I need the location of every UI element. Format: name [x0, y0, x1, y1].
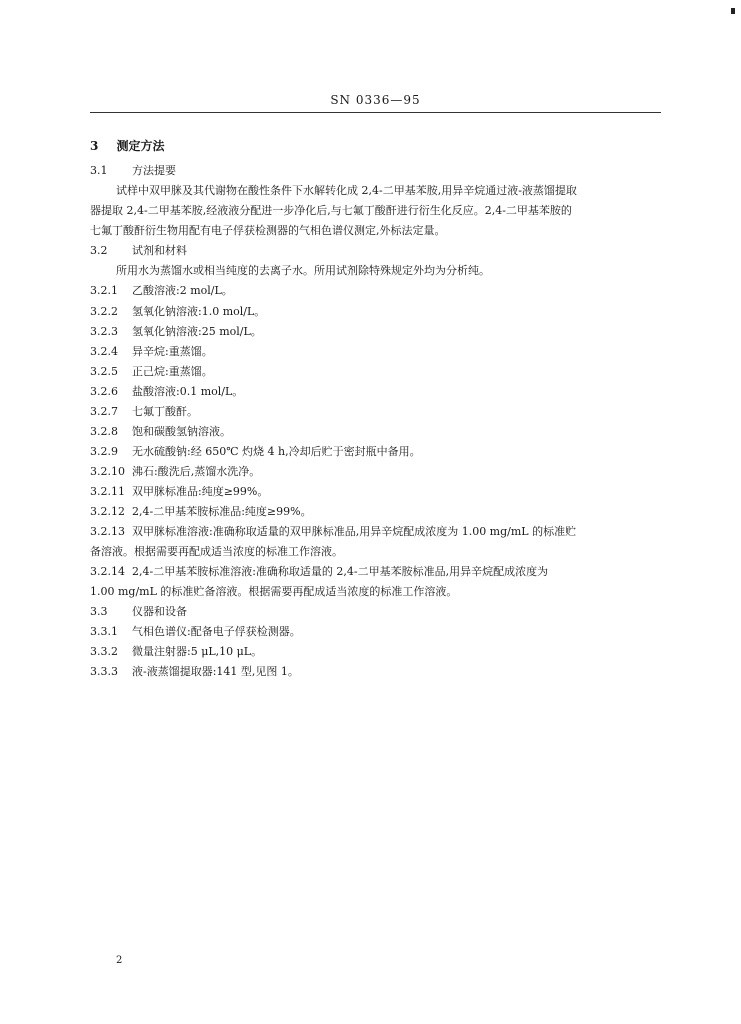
text-line	[90, 484, 268, 500]
text-line	[116, 183, 577, 199]
text-line	[90, 223, 446, 239]
clause-text: 试剂和材料	[132, 244, 187, 257]
clause-text: 双甲脒标准溶液:准确称取适量的双甲脒标准品,用异辛烷配成浓度为 1.00 mg/mL 的标准贮	[132, 525, 577, 538]
clause-text: 器提取 2,4-二甲基苯胺,经液液分配进一步净化后,与七氟丁酸酐进行衍生化反应。2,4-二甲基苯胺的	[90, 204, 572, 217]
clause-number: 3.2.2	[90, 305, 118, 318]
text-line	[90, 243, 187, 259]
section-heading	[90, 137, 165, 154]
clause-text: 备溶液。根据需要再配成适当浓度的标准工作溶液。	[90, 545, 343, 558]
clause-text: 正己烷:重蒸馏。	[132, 365, 213, 378]
clause-number: 3.2.4	[90, 345, 118, 358]
text-line	[90, 544, 343, 560]
clause-number: 3.2.9	[90, 445, 118, 458]
text-line	[90, 524, 576, 540]
clause-text: 七氟丁酸酐衍生物用配有电子俘获检测器的气相色谱仪测定,外标法定量。	[90, 224, 446, 237]
clause-text: 液-液蒸馏提取器:141 型,见图 1。	[132, 665, 299, 678]
text-line	[116, 263, 490, 279]
text-line	[90, 344, 213, 360]
clause-number: 3.2.10	[90, 465, 125, 478]
clause-text: 沸石:酸洗后,蒸馏水洗净。	[132, 465, 261, 478]
clause-text: 无水硫酸钠:经 650℃ 灼烧 4 h,冷却后贮于密封瓶中备用。	[132, 445, 421, 458]
clause-text: 氢氧化钠溶液:1.0 mol/L。	[132, 305, 266, 318]
text-line	[90, 664, 299, 680]
text-line	[90, 283, 233, 299]
header-rule	[90, 112, 661, 113]
clause-number: 3.3.3	[90, 665, 118, 678]
clause-text: 试样中双甲脒及其代谢物在酸性条件下水解转化成 2,4-二甲基苯胺,用异辛烷通过液-液蒸馏提取	[116, 184, 577, 197]
text-line	[90, 203, 572, 219]
clause-text: 微量注射器:5 μL,10 μL。	[132, 645, 263, 658]
text-line	[90, 324, 262, 340]
clause-number: 3.2.14	[90, 565, 125, 578]
clause-number: 3.2.3	[90, 325, 118, 338]
clause-number: 3.2.8	[90, 425, 118, 438]
clause-number: 3.3.2	[90, 645, 118, 658]
clause-number: 3.2.12	[90, 505, 125, 518]
clause-number: 3.2.6	[90, 385, 118, 398]
text-line	[90, 444, 421, 460]
section-title: 测定方法	[116, 139, 165, 153]
text-line	[90, 163, 176, 179]
clause-text: 气相色谱仪:配备电子俘获检测器。	[132, 625, 301, 638]
clause-number: 3.2.1	[90, 284, 118, 297]
text-line	[90, 584, 457, 600]
section-number: 3	[90, 139, 99, 153]
text-line	[90, 404, 198, 420]
scan-artifact	[731, 8, 735, 14]
clause-text: 双甲脒标准品:纯度≥99%。	[132, 485, 269, 498]
clause-text: 方法提要	[132, 164, 176, 177]
clause-text: 仪器和设备	[132, 605, 187, 618]
clause-number: 3.2	[90, 244, 108, 257]
clause-text: 异辛烷:重蒸馏。	[132, 345, 213, 358]
text-line	[90, 504, 312, 520]
clause-text: 2,4-二甲基苯胺标准品:纯度≥99%。	[132, 505, 312, 518]
text-line	[90, 564, 548, 580]
clause-text: 2,4-二甲基苯胺标准溶液:准确称取适量的 2,4-二甲基苯胺标准品,用异辛烷配成浓度为	[132, 565, 549, 578]
text-line	[90, 384, 243, 400]
clause-number: 3.2.13	[90, 525, 125, 538]
clause-text: 乙酸溶液:2 mol/L。	[132, 284, 233, 297]
text-line	[90, 604, 187, 620]
clause-number: 3.3.1	[90, 625, 118, 638]
clause-text: 氢氧化钠溶液:25 mol/L。	[132, 325, 262, 338]
text-line	[90, 304, 265, 320]
clause-number: 3.3	[90, 605, 108, 618]
text-line	[90, 624, 301, 640]
document-header: SN 0336—95	[330, 93, 421, 107]
page-number: 2	[116, 955, 123, 966]
clause-number: 3.2.11	[90, 485, 125, 498]
text-line	[90, 464, 260, 480]
text-line	[90, 364, 213, 380]
clause-text: 所用水为蒸馏水或相当纯度的去离子水。所用试剂除特殊规定外均为分析纯。	[116, 264, 490, 277]
clause-number: 3.2.5	[90, 365, 118, 378]
clause-text: 饱和碳酸氢钠溶液。	[132, 425, 231, 438]
text-line	[90, 644, 262, 660]
clause-text: 七氟丁酸酐。	[132, 405, 198, 418]
clause-number: 3.1	[90, 164, 108, 177]
clause-number: 3.2.7	[90, 405, 118, 418]
text-line	[90, 424, 231, 440]
clause-text: 盐酸溶液:0.1 mol/L。	[132, 385, 244, 398]
clause-text: 1.00 mg/mL 的标准贮备溶液。根据需要再配成适当浓度的标准工作溶液。	[90, 585, 458, 598]
